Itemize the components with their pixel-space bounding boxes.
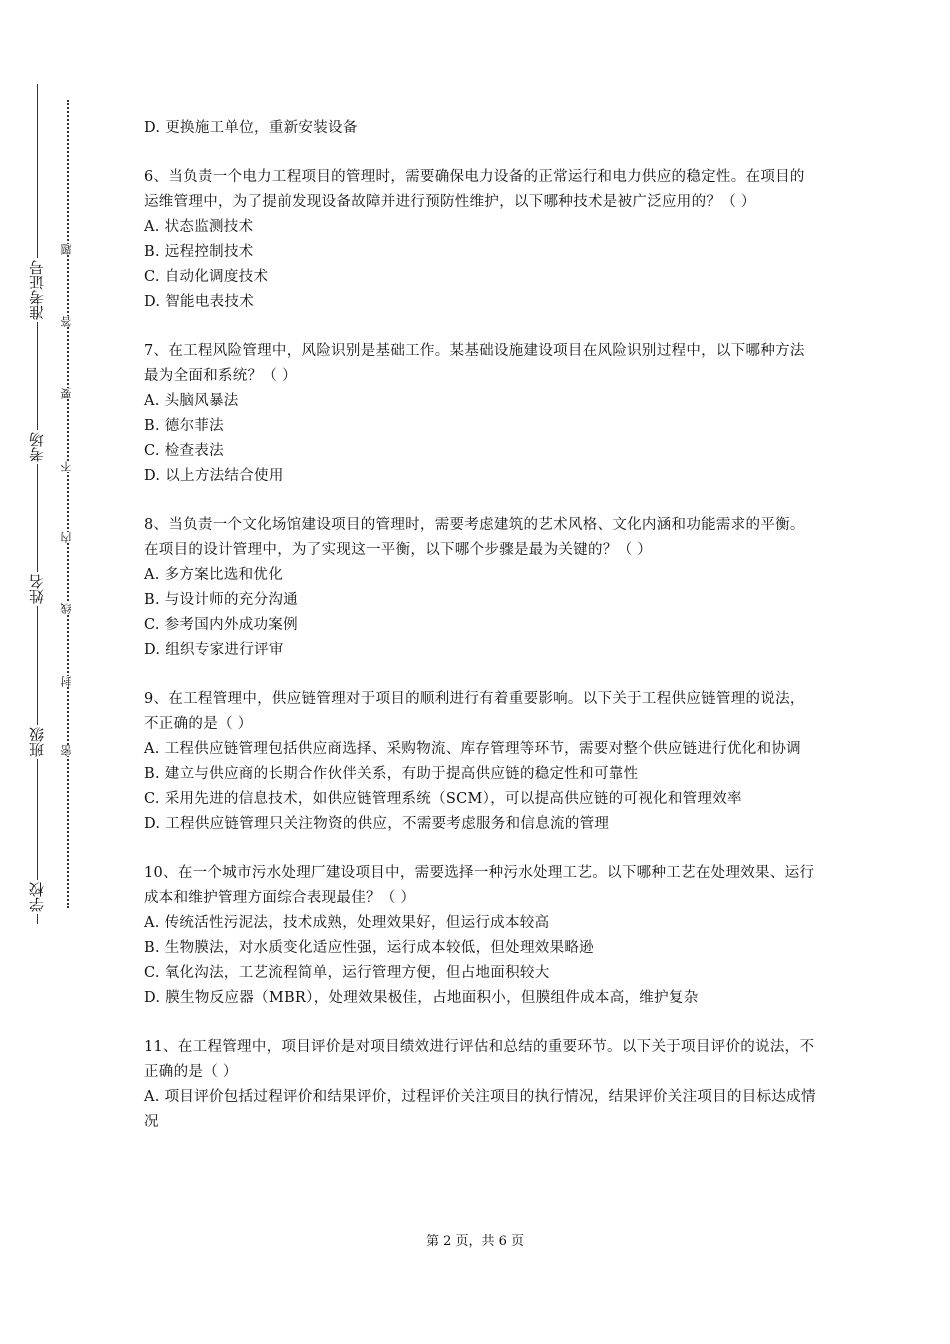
option-a: A. 状态监测技术 bbox=[144, 219, 254, 235]
option-b: B. 建立与供应商的长期合作伙伴关系，有助于提高供应链的稳定性和可靠性 bbox=[144, 766, 639, 782]
question-11 bbox=[144, 1035, 816, 1135]
seal-char: 封 bbox=[59, 676, 77, 687]
question-text: 6、当负责一个电力工程项目的管理时，需要确保电力设备的正常运行和电力供应的稳定性。在项目的运维管理中，为了提前发现设备故障并进行预防性维护，以下哪种技术是被广泛应用的？（ ） bbox=[144, 169, 805, 210]
question-text: 7、在工程风险管理中，风险识别是基础工作。某基础设施建设项目在风险识别过程中，以下哪种方法最为全面和系统？（ ） bbox=[144, 343, 805, 384]
option-b: B. 德尔菲法 bbox=[144, 418, 224, 434]
field-class: 班级 bbox=[20, 725, 54, 759]
question-9 bbox=[144, 687, 816, 837]
seal-char: 线 bbox=[59, 603, 77, 614]
question-6 bbox=[144, 165, 816, 315]
option-d: D. 膜生物反应器（MBR），处理效果极佳，占地面积小，但膜组件成本高，维护复杂 bbox=[144, 990, 699, 1006]
seal-char: 内 bbox=[59, 532, 77, 543]
seal-char: 不 bbox=[59, 461, 77, 472]
binding-margin bbox=[0, 0, 110, 1344]
field-name: 姓名 bbox=[20, 572, 54, 606]
option-a: A. 多方案比选和优化 bbox=[144, 567, 283, 583]
binding-dotted-line bbox=[67, 100, 69, 908]
option-d: D. 工程供应链管理只关注物资的供应，不需要考虑服务和信息流的管理 bbox=[144, 816, 610, 832]
page-footer: 第 2 页，共 6 页 bbox=[425, 1234, 525, 1249]
option-a: A. 工程供应链管理包括供应商选择、采购物流、库存管理等环节，需要对整个供应链进行优化和协调 bbox=[144, 741, 801, 757]
option-d: D. 组织专家进行评审 bbox=[144, 642, 284, 658]
seal-char: 题 bbox=[59, 244, 77, 255]
option-c: C. 氧化沟法，工艺流程简单，运行管理方便，但占地面积较大 bbox=[144, 965, 550, 981]
question-content bbox=[144, 116, 816, 1159]
option-d: D. 智能电表技术 bbox=[144, 294, 255, 310]
seal-char: 密 bbox=[59, 745, 77, 756]
question-text: 9、在工程管理中，供应链管理对于项目的顺利进行有着重要影响。以下关于工程供应链管理的说法，不正确的是（ ） bbox=[144, 691, 805, 732]
question-7 bbox=[144, 339, 816, 489]
option-a: A. 传统活性污泥法，技术成熟，处理效果好，但运行成本较高 bbox=[144, 915, 550, 931]
option-c: C. 自动化调度技术 bbox=[144, 269, 269, 285]
option-c: C. 检查表法 bbox=[144, 443, 224, 459]
question-text: 10、在一个城市污水处理厂建设项目中，需要选择一种污水处理工艺。以下哪种工艺在处理效果、运行成本和维护管理方面综合表现最佳？（ ） bbox=[144, 865, 815, 906]
option-a: A. 头脑风暴法 bbox=[144, 393, 239, 409]
carryover-option: D. 更换施工单位，重新安装设备 bbox=[144, 120, 358, 136]
question-8 bbox=[144, 513, 816, 663]
question-text: 11、在工程管理中，项目评价是对项目绩效进行评估和总结的重要环节。以下关于项目评价的说法，不正确的是（ ） bbox=[144, 1039, 815, 1080]
question-text: 8、当负责一个文化场馆建设项目的管理时，需要考虑建筑的艺术风格、文化内涵和功能需求的平衡。在项目的设计管理中，为了实现这一平衡，以下哪个步骤是最为关键的？（ ） bbox=[144, 517, 805, 558]
field-school: 学校 bbox=[20, 880, 54, 914]
option-b: B. 生物膜法，对水质变化适应性强，运行成本较低，但处理效果略逊 bbox=[144, 940, 594, 956]
field-exam-room: 考场 bbox=[20, 430, 54, 464]
option-a: A. 项目评价包括过程评价和结果评价，过程评价关注项目的执行情况，结果评价关注项目的目标达成情况 bbox=[144, 1089, 816, 1130]
binding-solid-line bbox=[37, 84, 38, 924]
option-c: C. 参考国内外成功案例 bbox=[144, 617, 298, 633]
option-c: C. 采用先进的信息技术，如供应链管理系统（SCM），可以提高供应链的可视化和管理效率 bbox=[144, 791, 742, 807]
question-10 bbox=[144, 861, 816, 1011]
seal-char: 答 bbox=[59, 316, 77, 327]
carryover-block bbox=[144, 116, 816, 141]
option-b: B. 远程控制技术 bbox=[144, 244, 254, 260]
option-d: D. 以上方法结合使用 bbox=[144, 468, 284, 484]
field-candidate-number: 准考证号 bbox=[20, 258, 54, 322]
option-b: B. 与设计师的充分沟通 bbox=[144, 592, 298, 608]
seal-char: 要 bbox=[59, 388, 77, 399]
